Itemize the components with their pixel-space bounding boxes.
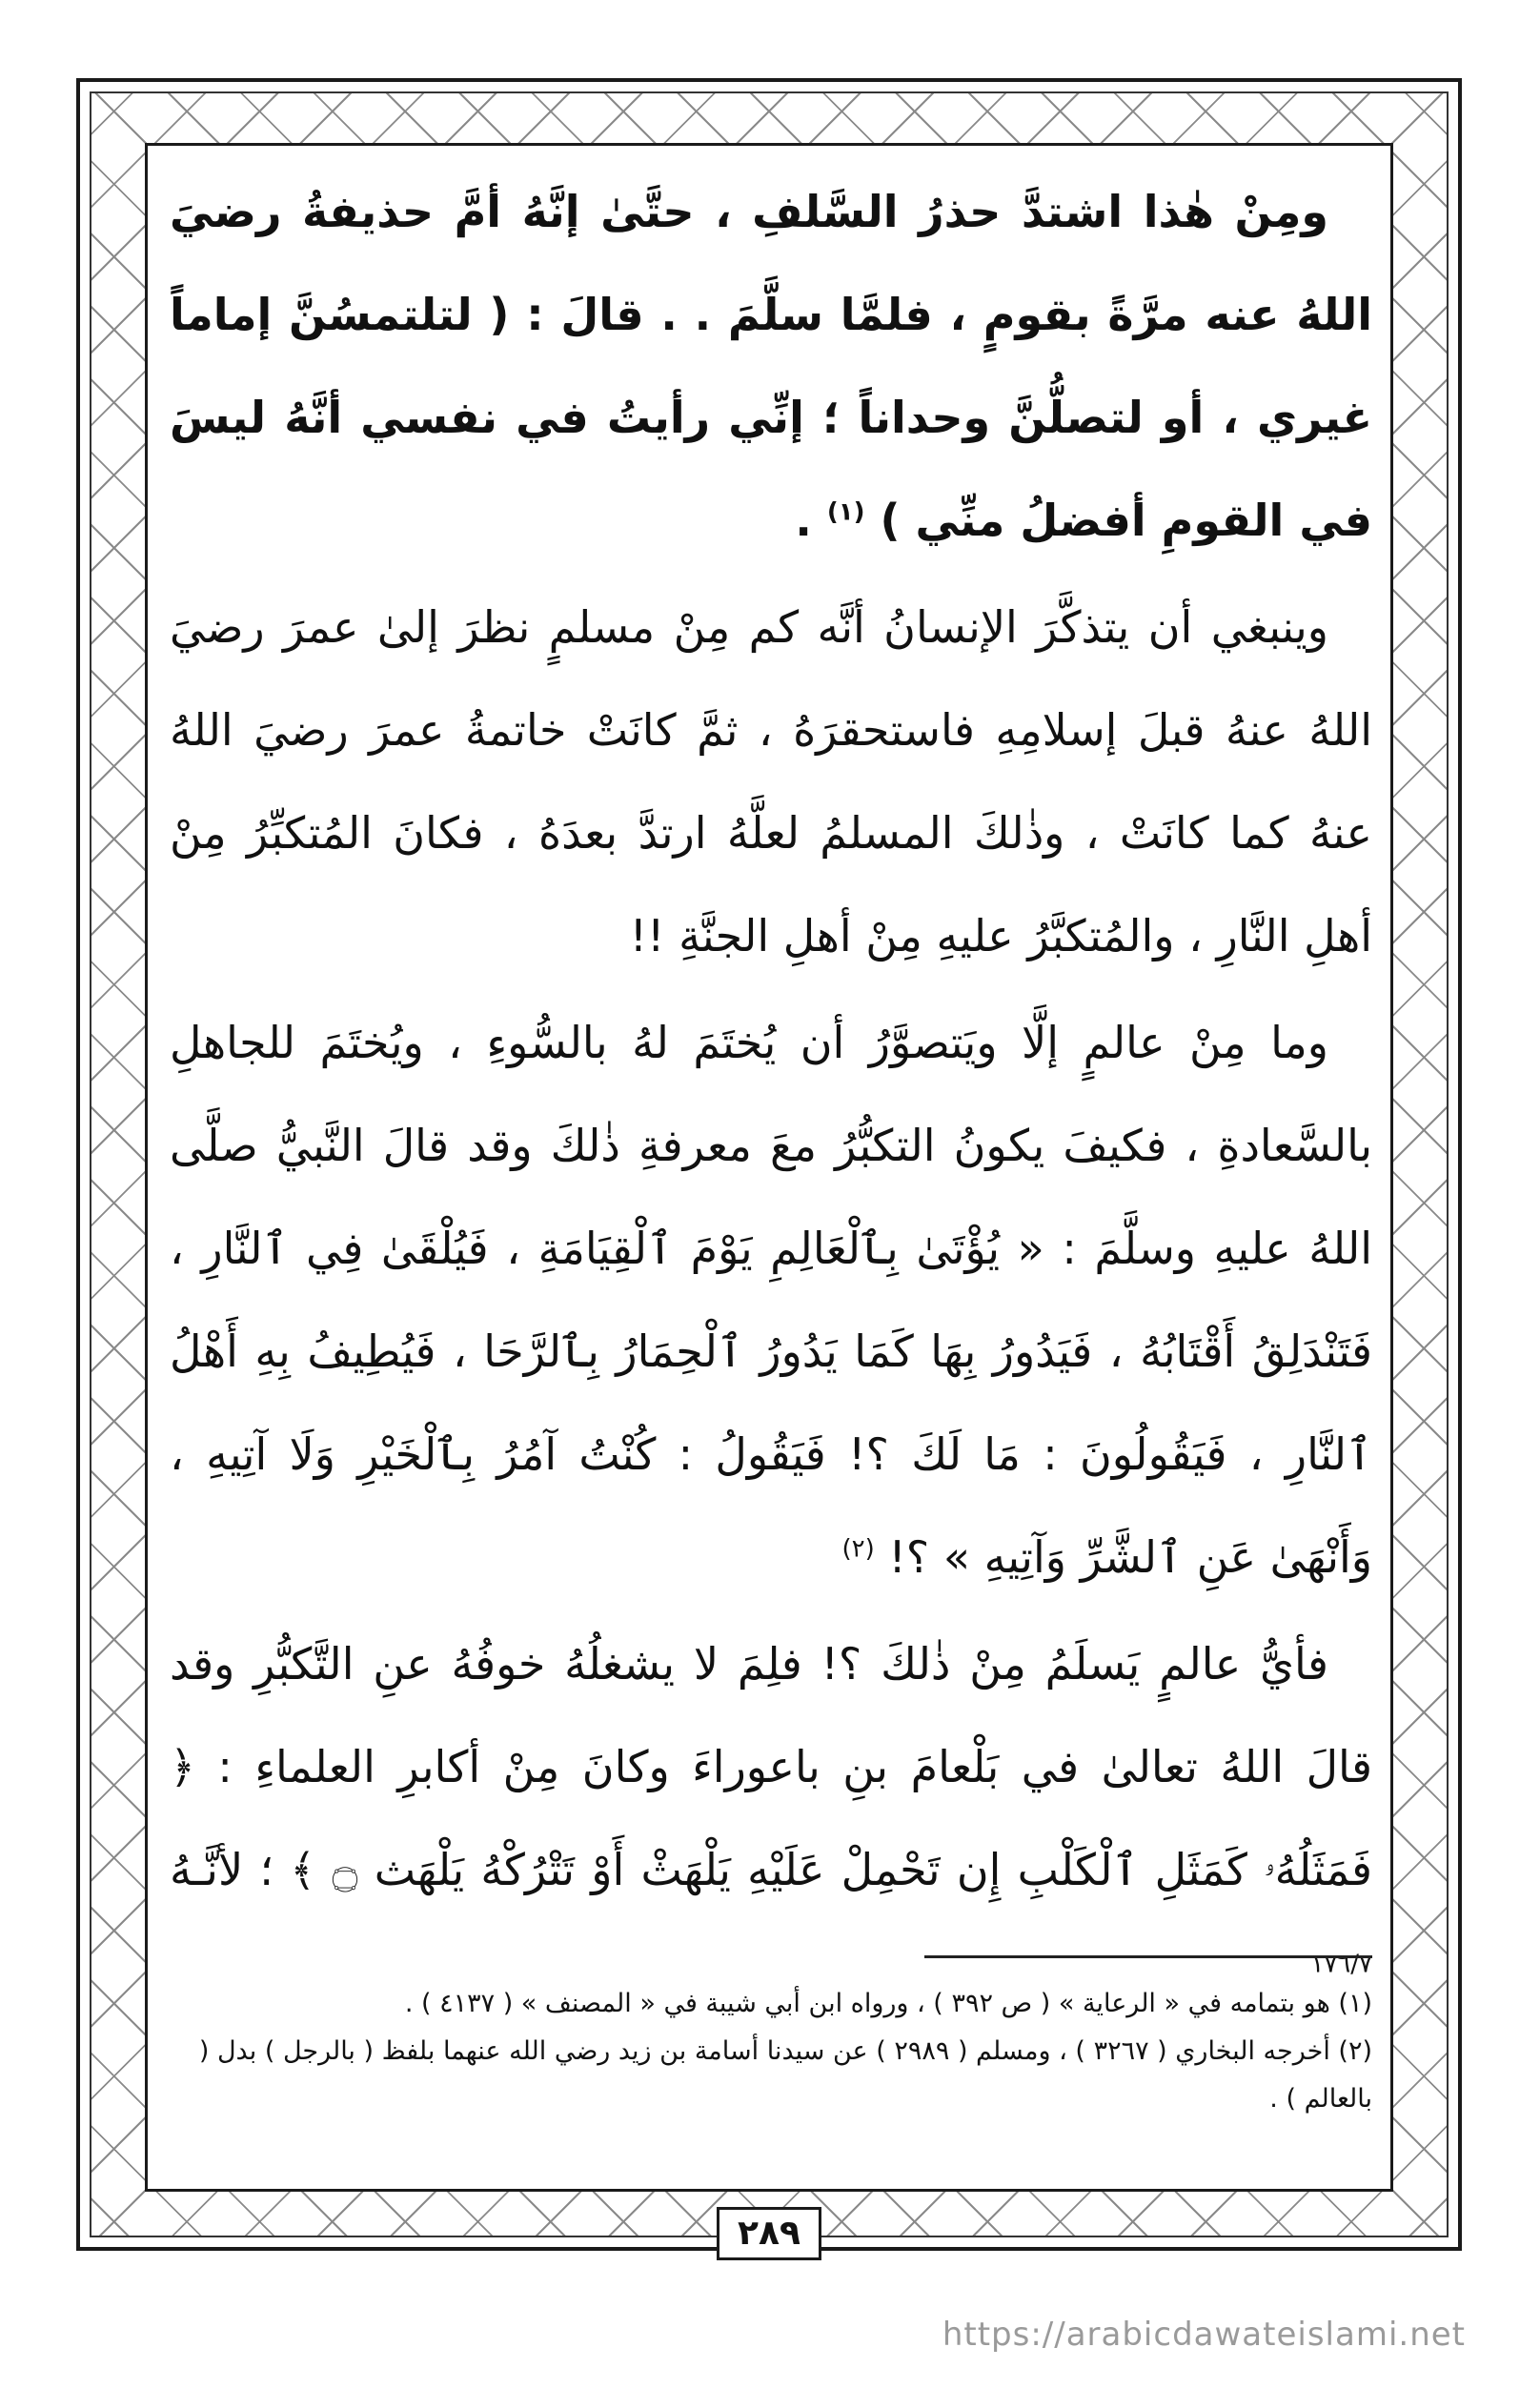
footnote-ref-1: (١) xyxy=(826,497,865,527)
paragraph-2-text: وينبغي أن يتذكَّرَ الإنسانُ أنَّه كم مِنْ مسلمٍ نظرَ إلىٰ عمرَ رضيَ اللهُ عنهُ قبلَ إسلامِهِ فاستحقرَهُ ، ثمَّ كانَتْ خاتمةُ عمرَ رضيَ اللهُ عنهُ كما كانَتْ ، وذٰلكَ المسلمُ لعلَّهُ ارتدَّ بعدَهُ ، فكانَ المُتكبِّرُ مِنْ أهلِ النَّارِ ، والمُتكبَّرُ عليهِ مِنْ أهلِ الجنَّةِ !! xyxy=(170,601,1372,961)
paragraph-1-end: . xyxy=(795,495,827,546)
paragraph-4 xyxy=(170,1612,1372,2024)
footnote-1: (١) هو بتمامه في « الرعاية » ( ص ٣٩٢ ) ، ورواه ابن أبي شيبة في « المصنف » ( ٤١٣٧ ) . xyxy=(404,1989,1372,2018)
paragraph-1 xyxy=(170,160,1372,572)
verse-reference: ١٧٦/٧ xyxy=(1310,1950,1372,1979)
main-text xyxy=(170,160,1372,2024)
page-number: ٢٨٩ xyxy=(717,2207,821,2260)
watermark-url: https://arabicdawateislami.net xyxy=(942,2316,1466,2354)
footnotes xyxy=(170,1980,1372,2123)
paragraph-3 xyxy=(170,991,1372,1609)
footnote-ref-2: (٢) xyxy=(841,1534,875,1564)
paragraph-3-text: وما مِنْ عالمٍ إلَّا ويَتصوَّرُ أن يُختَمَ لهُ بالسُّوءِ ، ويُختَمَ للجاهلِ بالسَّعادةِ ، فكيفَ يكونُ التكبُّرُ معَ معرفةِ ذٰلكَ وقد قالَ النَّبيُّ صلَّى اللهُ عليهِ وسلَّمَ : « يُؤْتَىٰ بِٱلْعَالِمِ يَوْمَ ٱلْقِيَامَةِ ، فَيُلْقَىٰ فِي ٱلنَّارِ ، فَتَنْدَلِقُ أَقْتَابُهُ ، فَيَدُورُ بِهَا كَمَا يَدُورُ ٱلْحِمَارُ بِٱلرَّحَا ، فَيُطِيفُ بِهِ أَهْلُ ٱلنَّارِ ، فَيَقُولُونَ : مَا لَكَ ؟! فَيَقُولُ : كُنْتُ آمُرُ بِٱلْخَيْرِ وَلَا آتِيهِ ، وَأَنْهَىٰ عَنِ ٱلشَّرِّ وَآتِيهِ » ؟! xyxy=(170,1017,1372,1583)
footnote-divider xyxy=(924,1955,1372,1958)
paragraph-2 xyxy=(170,576,1372,987)
paragraph-4-text: فأيُّ عالمٍ يَسلَمُ مِنْ ذٰلكَ ؟! فلِمَ لا يشغلُهُ خوفُهُ عنِ التَّكبُّرِ وقد قالَ اللهُ تعالىٰ في بَلْعامَ بنِ باعوراءَ وكانَ مِنْ أكابرِ العلماءِ : ﴿ فَمَثَلُهُۥ كَمَثَلِ ٱلْكَلْبِ إِن تَحْمِلْ عَلَيْهِ يَلْهَثْ أَوْ تَتْرُكْهُ يَلْهَث ۝ ﴾ ؛ لأنَّـهُ xyxy=(170,1638,1372,1895)
footnote-2: (٢) أخرجه البخاري ( ٣٢٦٧ ) ، ومسلم ( ٢٩٨٩ ) عن سيدنا أسامة بن زيد رضي الله عنهما بلفظ ( بالرجل ) بدل ( بالعالم ) . xyxy=(198,2036,1372,2114)
paragraph-1-text: ومِنْ هٰذا اشتدَّ حذرُ السَّلفِ ، حتَّىٰ إنَّهُ أمَّ حذيفةُ رضيَ اللهُ عنه مرَّةً بقومٍ ، فلمَّا سلَّمَ . . قالَ : ( لتلتمسُنَّ إماماً غيري ، أو لتصلُّنَّ وحداناً ؛ إنِّي رأيتُ في نفسي أنَّهُ ليسَ في القومِ أفضلُ منِّي ) xyxy=(170,186,1372,546)
